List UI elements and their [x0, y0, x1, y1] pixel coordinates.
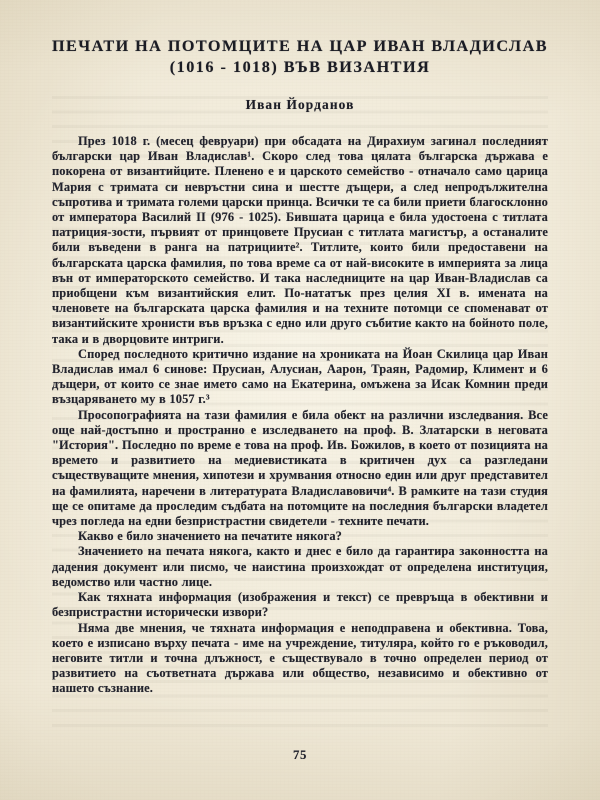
article-title-block [52, 36, 548, 113]
article-author: Иван Йорданов [245, 97, 355, 112]
article-title-line-2: (1016 - 1018) ВЪВ ВИЗАНТИЯ [169, 58, 431, 76]
paragraph-4: Какво е било значението на печатите някога? [78, 529, 343, 544]
article-title-line-1: ПЕЧАТИ НА ПОТОМЦИТЕ НА ЦАР ИВАН ВЛАДИСЛАВ [52, 37, 548, 55]
paragraph-6: Как тяхната информация (изображения и текст) се превръща в обективни и безпристрастни исторически извори? [52, 590, 548, 620]
article-body [52, 134, 548, 697]
paragraph-7: Няма две мнения, че тяхната информация е неподправена и обективна. Това, което е изписано върху печата - име на учреждение, титуляра, който го е ръководил, неговите титли и точна длъжност, е съществувало в точно определен период от развитието на съответната държава или общество, независимо и обективно от нашето съзнание. [52, 620, 548, 696]
paragraph-2: Според последното критично издание на хрониката на Йоан Скилица цар Иван Владислав имал 6 синове: Прусиан, Алусиан, Аарон, Траян, Радомир, Климент и 6 дъщери, от които се знае името само на Екатерина, омъжена за Исак Комнин преди възцаряването му в 1057 г.³ [52, 346, 548, 407]
page-number: 75 [293, 748, 307, 762]
paragraph-1: През 1018 г. (месец февруари) при обсадата на Дирахиум загинал последният български цар Иван Владислав¹. Скоро след това цялата българска държава е покорена от византийците. Пленено е и царското семейство - отначало само царица Мария с тримата си невръстни сина и шестте дъщери, а след непродължителна съпротива и тримата големи царски принца. Всички те са били приети благосклонно от императора Василий II (976 - 1025). Бившата царица е била удостоена с титлата патриция-зости, първият от принцовете Прусиан с титлата магистър, а останалите били въведени в ранга на патрициите². Титлите, които били предоставени на българската царска фамилия, по това време са от най-високите в империята за лица вън от императорското семейство. И така наследниците на цар Иван-Владислав са приобщени към византийския елит. По-нататък през целия XI в. имената на членовете на българската царска фамилия и на техните потомци се споменават от византийските хронисти във връзка с едно или друго събитие както на бойното поле, така и в дворцовите интриги. [52, 134, 548, 346]
paragraph-3: Просопографията на тази фамилия е била обект на различни изследвания. Все още най-достъпно и пространно е изследването на проф. В. Златарски в неговата "История". Последно по време е това на проф. Ив. Божилов, в което от позицията на времето и развитието на медиевистиката в критичен дух са разгледани съществуващите мнения, хипотези и хрумвания относно един или друг представител на фамилията, наречени в литературата Владиславовичи⁴. В рамките на тази студия ще се опитаме да проследим съдбата на потомците на последния български владетел чрез погледа на едни безпристрастни свидетели - техните печати. [52, 407, 548, 529]
paragraph-5: Значението на печата някога, както и днес е било да гарантира законността на дадения документ или писмо, че наистина произхождат от определена институция, ведомство или частно лице. [52, 544, 548, 589]
